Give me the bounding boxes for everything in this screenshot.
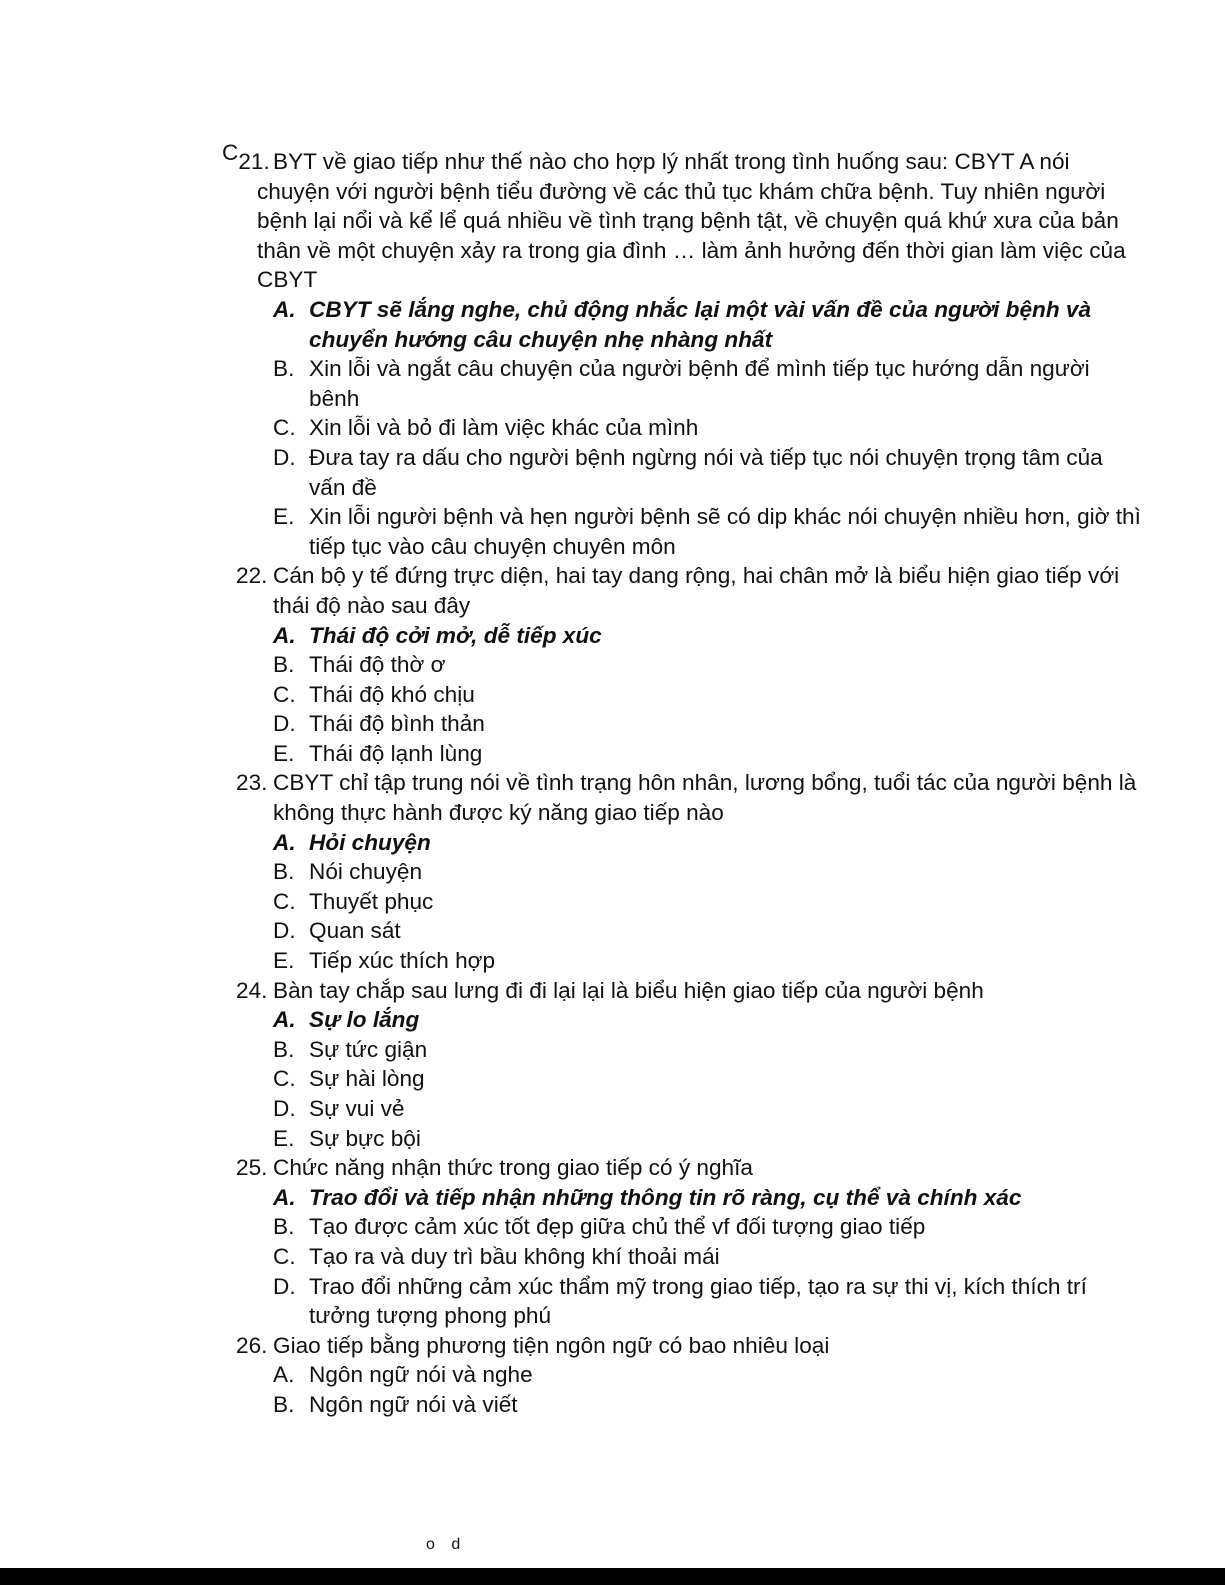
option-letter: B.: [273, 1391, 295, 1417]
answer-option: [273, 1064, 1142, 1094]
option-letter: E.: [273, 504, 295, 530]
option-text: CBYT sẽ lắng nghe, chủ động nhắc lại một vài vấn đề của người bệnh và chuyển hướng câu chuyện nhẹ nhàng nhất: [309, 296, 1092, 352]
option-text: Quan sát: [309, 918, 401, 944]
option-letter: C.: [273, 1066, 296, 1092]
option-text: Tạo ra và duy trì bầu không khí thoải mái: [309, 1243, 720, 1269]
option-letter: C.: [273, 1243, 296, 1269]
answer-option: [273, 443, 1142, 502]
option-text: Sự hài lòng: [309, 1066, 425, 1092]
answer-options: [273, 1360, 1142, 1419]
question-text: Giao tiếp bằng phương tiện ngôn ngữ có bao nhiêu loại: [273, 1332, 830, 1358]
option-letter: C.: [273, 415, 296, 441]
question-number-value: 22.: [236, 563, 268, 589]
option-text: Thuyết phục: [309, 888, 434, 914]
option-text: Tiếp xúc thích hợp: [309, 948, 496, 974]
option-letter: D.: [273, 1273, 296, 1299]
option-letter: C.: [273, 681, 296, 707]
answer-option: [273, 857, 1142, 887]
answer-option: [273, 739, 1142, 769]
option-letter: D.: [273, 918, 296, 944]
question-text: BYT về giao tiếp như thế nào cho hợp lý nhất trong tình huống sau: CBYT A nói chuyện với người bệnh tiểu đường về các thủ tục khám chữa bệnh. Tuy nhiên người bệnh lại nổi và kể lể quá nhiều về tình trạng bệnh tật, về chuyện quá khứ xưa của bản thân về một chuyện xảy ra trong gia đình … làm ảnh hưởng đến thời gian làm việc của CBYT: [257, 149, 1126, 293]
option-text: Trao đổi những cảm xúc thẩm mỹ trong giao tiếp, tạo ra sự thi vị, kích thích trí tưởng tượng phong phú: [309, 1273, 1087, 1329]
answer-options: [273, 1005, 1142, 1153]
option-text: Thái độ bình thản: [309, 711, 485, 737]
answer-options: [273, 621, 1142, 769]
answer-option: [273, 946, 1142, 976]
question-text: CBYT chỉ tập trung nói về tình trạng hôn nhân, lương bổng, tuổi tác của người bệnh là không thực hành được ký năng giao tiếp nào: [273, 770, 1137, 826]
option-letter: D.: [273, 711, 296, 737]
answer-option: [273, 413, 1142, 443]
question-number: [236, 1331, 267, 1361]
answer-option: [273, 1094, 1142, 1124]
option-text: Tạo được cảm xúc tốt đẹp giữa chủ thể vf đối tượng giao tiếp: [309, 1214, 926, 1240]
answer-option: [273, 1124, 1142, 1154]
question-number-value: 23.: [236, 770, 268, 796]
answer-option-correct: [273, 828, 1142, 858]
option-text: Sự lo lắng: [309, 1007, 420, 1033]
question-number-value: 21.: [238, 149, 270, 174]
option-letter: A.: [273, 1184, 296, 1210]
answer-option-correct: [273, 621, 1142, 651]
option-letter: A.: [273, 622, 296, 648]
option-letter: B.: [273, 1036, 295, 1062]
question-number-prefix: C: [222, 140, 239, 165]
option-text: Thái độ lạnh lùng: [309, 740, 483, 766]
question-list: [222, 140, 1142, 1420]
answer-option-correct: [273, 295, 1142, 354]
option-text: Ngôn ngữ nói và viết: [309, 1391, 518, 1417]
option-letter: A.: [273, 1007, 296, 1033]
option-letter: E.: [273, 948, 295, 974]
option-letter: E.: [273, 1125, 295, 1151]
option-letter: C.: [273, 888, 296, 914]
answer-options: [273, 295, 1142, 561]
question-item: [222, 140, 1142, 561]
answer-options: [273, 828, 1142, 976]
option-text: Xin lỗi người bệnh và hẹn người bệnh sẽ có dip khác nói chuyện nhiều hơn, giờ thì tiếp tục vào câu chuyện chuyên môn: [309, 504, 1141, 559]
answer-option: [273, 1212, 1142, 1242]
footer-mark: o d: [426, 1536, 467, 1553]
question-number: [236, 768, 267, 798]
answer-option: [273, 916, 1142, 946]
option-text: Sự tức giận: [309, 1036, 428, 1062]
answer-option: [273, 680, 1142, 710]
option-letter: B.: [273, 1214, 295, 1240]
question-item: [222, 768, 1142, 975]
answer-option-correct: [273, 1183, 1142, 1213]
option-letter: B.: [273, 859, 295, 885]
question-number: [236, 561, 267, 591]
answer-option: [273, 709, 1142, 739]
option-letter: A.: [273, 829, 296, 855]
question-text: Cán bộ y tế đứng trực diện, hai tay dang rộng, hai chân mở là biểu hiện giao tiếp với thái độ nào sau đây: [273, 563, 1120, 618]
option-text: Trao đổi và tiếp nhận những thông tin rõ ràng, cụ thể và chính xác: [309, 1184, 1022, 1210]
question-number-value: 26.: [236, 1332, 268, 1358]
answer-option: [273, 1360, 1142, 1390]
option-text: Đưa tay ra dấu cho người bệnh ngừng nói và tiếp tục nói chuyện trọng tâm của vấn đề: [309, 444, 1103, 500]
question-item: [222, 976, 1142, 1154]
option-letter: A.: [273, 296, 296, 322]
option-letter: B.: [273, 356, 295, 382]
answer-option: [273, 354, 1142, 413]
answer-option-correct: [273, 1005, 1142, 1035]
answer-option: [273, 1272, 1142, 1331]
question-text: Bàn tay chắp sau lưng đi đi lại lại là biểu hiện giao tiếp của người bệnh: [273, 977, 984, 1003]
option-text: Thái độ cởi mở, dễ tiếp xúc: [309, 622, 602, 648]
answer-options: [273, 1183, 1142, 1331]
question-item: [222, 1153, 1142, 1331]
option-text: Sự bực bội: [309, 1125, 421, 1151]
question-text: Chức năng nhận thức trong giao tiếp có ý nghĩa: [273, 1155, 753, 1181]
answer-option: [273, 650, 1142, 680]
option-text: Ngôn ngữ nói và nghe: [309, 1362, 533, 1388]
option-text: Hỏi chuyện: [309, 829, 431, 855]
option-letter: E.: [273, 740, 295, 766]
option-text: Thái độ khó chịu: [309, 681, 475, 707]
question-number: [236, 1153, 267, 1183]
option-text: Xin lỗi và bỏ đi làm việc khác của mình: [309, 415, 699, 441]
option-text: Sự vui vẻ: [309, 1096, 405, 1121]
question-number: [222, 140, 270, 177]
option-letter: A.: [273, 1362, 295, 1388]
answer-option: [273, 1035, 1142, 1065]
option-letter: B.: [273, 652, 295, 678]
option-letter: D.: [273, 1096, 296, 1121]
option-text: Nói chuyện: [309, 859, 423, 885]
answer-option: [273, 1390, 1142, 1420]
answer-option: [273, 1242, 1142, 1272]
answer-option: [273, 502, 1142, 561]
option-letter: D.: [273, 444, 296, 470]
option-text: Thái độ thờ ơ: [309, 652, 446, 678]
answer-option: [273, 887, 1142, 917]
question-number-value: 24.: [236, 977, 268, 1003]
question-number-value: 25.: [236, 1155, 268, 1181]
page-bottom-bar: [0, 1568, 1225, 1585]
question-item: [222, 1331, 1142, 1420]
question-item: [222, 561, 1142, 768]
question-number: [236, 976, 267, 1006]
option-text: Xin lỗi và ngắt câu chuyện của người bệnh để mình tiếp tục hướng dẫn người bênh: [309, 356, 1090, 411]
